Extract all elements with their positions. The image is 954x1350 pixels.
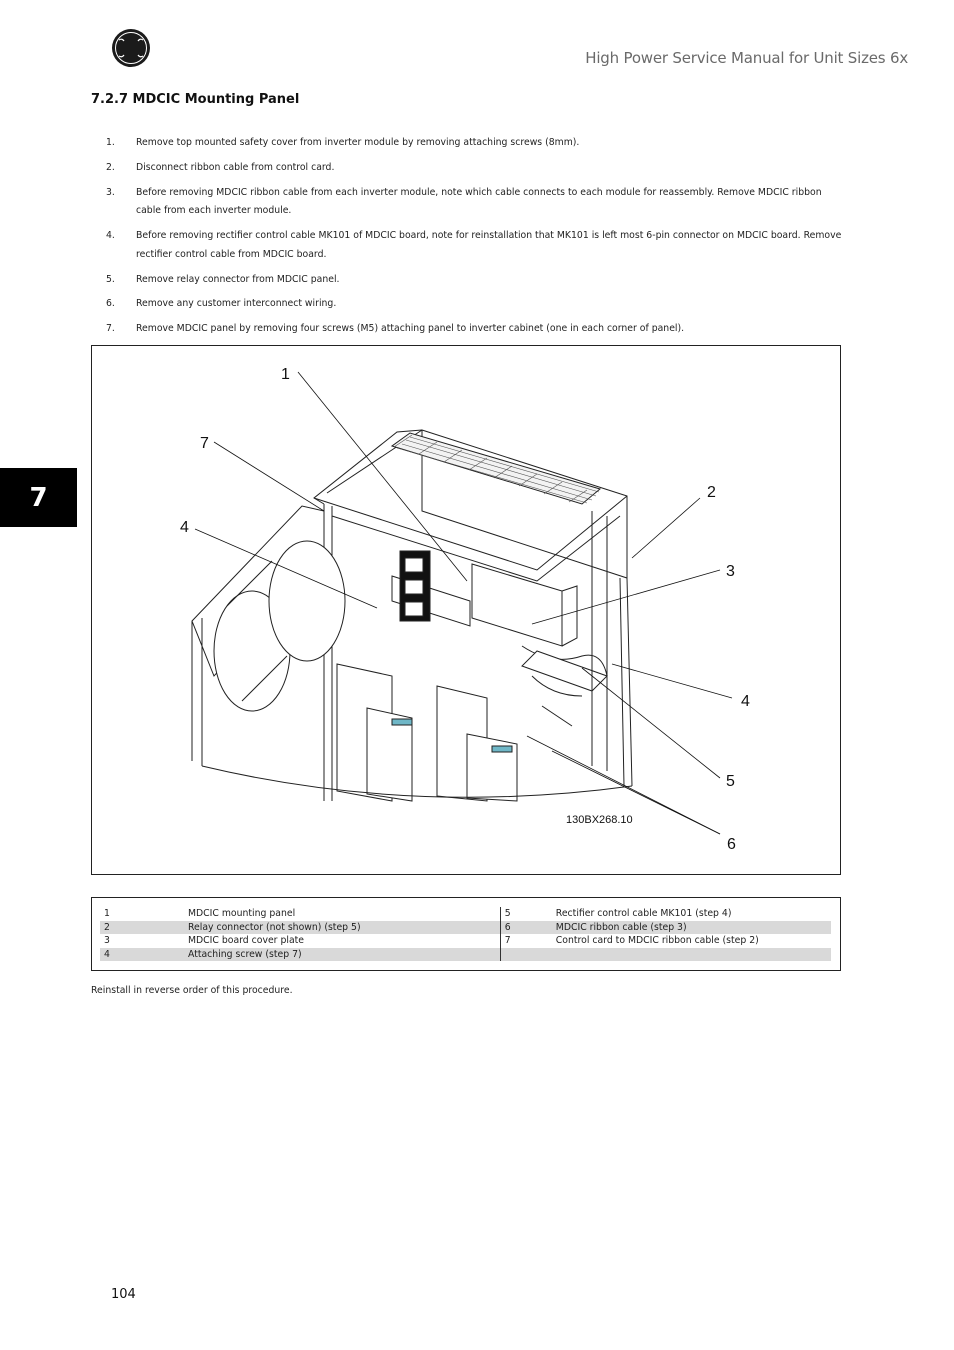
callout-7: 7 — [200, 435, 209, 452]
callout-3: 3 — [726, 563, 735, 580]
page-number: 104 — [111, 1287, 136, 1302]
figure-panel — [91, 345, 841, 875]
callout-4-left: 4 — [180, 519, 189, 536]
legend-table — [91, 897, 841, 971]
step-item: 5. Remove relay connector from MDCIC panel. — [106, 273, 340, 285]
table-row: 3 MDCIC board cover plate 7 Control card to MDCIC ribbon cable (step 2) — [100, 934, 831, 948]
step-item: 7. Remove MDCIC panel by removing four screws (M5) attaching panel to inverter cabinet (one in each corner of panel). — [106, 323, 685, 335]
section-heading: 7.2.7 MDCIC Mounting Panel — [91, 92, 300, 107]
reinstall-note: Reinstall in reverse order of this procedure. — [91, 985, 293, 996]
step-item: 3. Before removing MDCIC ribbon cable from each inverter module, note which cable connects to each module for reassembly. Remove MDCIC ribbon cable from each inverter module. — [106, 186, 822, 217]
callout-1: 1 — [281, 366, 290, 383]
ge-logo — [111, 28, 151, 68]
ge-logo-mark — [111, 28, 151, 68]
step-item: 4. Before removing rectifier control cable MK101 of MDCIC board, note for reinstallation that MK101 is left most 6-pin connector on MDCIC board. Remove rectifier control cable from MDCIC board. — [106, 230, 842, 260]
step-item: 2. Disconnect ribbon cable from control card. — [106, 161, 335, 173]
callout-2: 2 — [707, 484, 716, 501]
callout-5: 5 — [726, 773, 735, 790]
table-row: 4 Attaching screw (step 7) — [100, 948, 831, 962]
chapter-tab: 7 — [0, 468, 77, 527]
callout-4-right: 4 — [741, 693, 750, 710]
figure-code: 130BX268.10 — [566, 814, 633, 826]
callout-6: 6 — [727, 836, 736, 853]
cabinet-illustration — [92, 346, 840, 874]
step-item: 1. Remove top mounted safety cover from inverter module by removing attaching screws (8mm). — [106, 137, 580, 148]
document-title: High Power Service Manual for Unit Sizes 6x — [585, 49, 908, 67]
table-row: 2 Relay connector (not shown) (step 5) 6 MDCIC ribbon cable (step 3) — [100, 921, 831, 935]
table-row: 1 MDCIC mounting panel 5 Rectifier control cable MK101 (step 4) — [100, 907, 831, 921]
step-item: 6. Remove any customer interconnect wiring. — [106, 298, 337, 310]
procedure-steps — [91, 134, 843, 345]
legend-grid — [100, 907, 831, 961]
